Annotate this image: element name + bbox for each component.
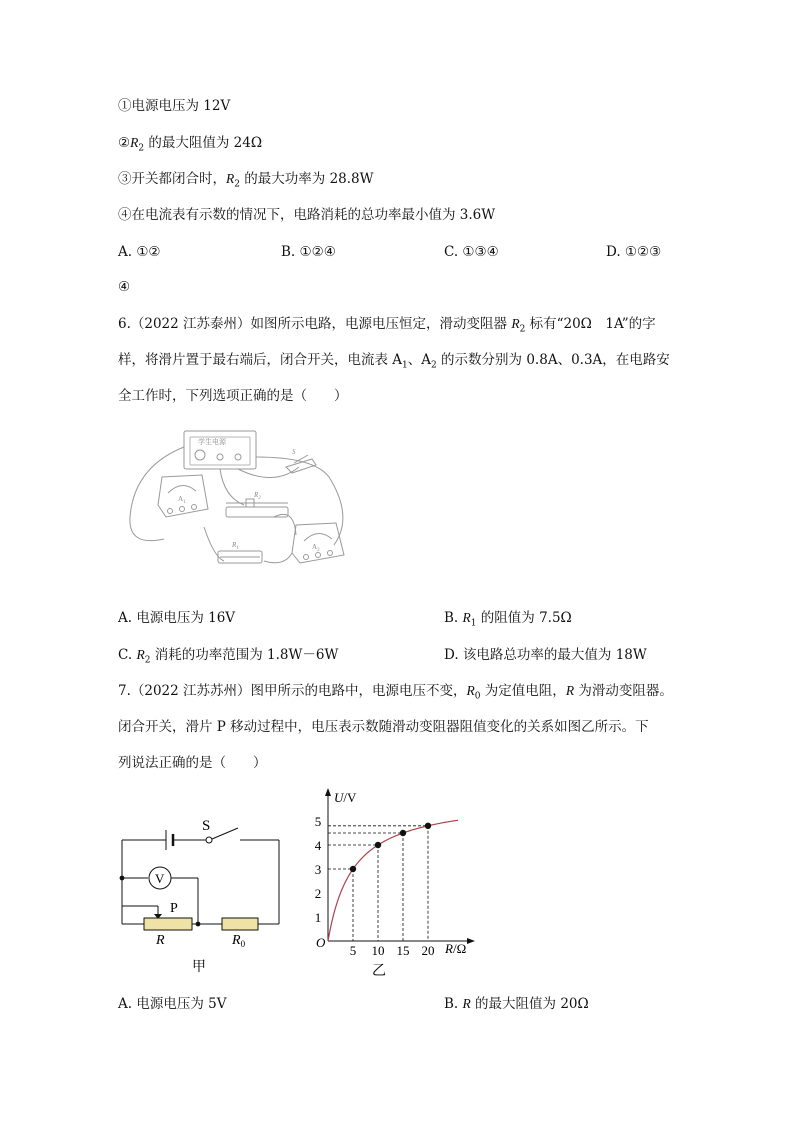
switch-pivot <box>206 837 212 843</box>
x-axis-label: R/Ω <box>445 941 467 956</box>
resistor-r0 <box>222 918 258 930</box>
q5-option-a[interactable]: A. ①② <box>118 244 161 260</box>
q7-option-a[interactable]: A. 电源电压为 5V <box>118 996 227 1012</box>
q6-option-c[interactable]: C. $R_2$ 消耗的功率范围为 1.8W－6W <box>118 647 339 666</box>
data-point <box>375 842 381 848</box>
q7-stem-line-1: 7.（2022 江苏苏州）图甲所示的电路中，电源电压不变，$R_0$ 为定值电阻，R 为滑动变阻器。 <box>118 683 673 702</box>
q5-statement-3: ③开关都闭合时，$R_2$ 的最大功率为 28.8W <box>118 171 374 190</box>
voltmeter-label: V <box>155 871 165 886</box>
q7-circuit-diagram <box>114 818 290 980</box>
q7-u-r-graph <box>306 784 498 980</box>
photo-a2-label: $A_2$ <box>312 543 320 553</box>
q6-option-d[interactable]: D. 该电路总功率的最大值为 18W <box>444 647 647 663</box>
q5-option-b[interactable]: B. ①②④ <box>281 244 336 260</box>
q6-option-a[interactable]: A. 电源电压为 16V <box>118 610 236 626</box>
rheostat-label: R <box>156 933 165 948</box>
q6-circuit-apparatus-figure <box>124 427 364 575</box>
power-supply-label: 学生电源 <box>198 438 226 446</box>
q5-option-d-continued: ④ <box>118 279 131 295</box>
q5-option-d[interactable]: D. ①②③ <box>606 244 662 260</box>
switch-blade <box>212 828 238 839</box>
photo-r1-label: $R_1$ <box>232 541 239 551</box>
data-point <box>425 823 431 829</box>
q5-statement-4: ④在电流表有示数的情况下，电路消耗的总功率最小值为 3.6W <box>118 207 496 223</box>
q7-stem-line-3: 列说法正确的是（ ） <box>118 755 267 771</box>
y-tick-label: 2 <box>314 886 322 901</box>
y-tick-label: 3 <box>314 862 322 877</box>
y-axis-arrow <box>325 788 331 796</box>
q7-stem-line-2: 闭合开关，滑片 P 移动过程中，电压表示数随滑动变阻器阻值变化的关系如图乙所示。下 <box>118 719 649 735</box>
graph-plot-layer <box>315 788 475 979</box>
photo-r2-label: $R_2$ <box>254 491 261 501</box>
photo-switch-label: S <box>292 448 296 456</box>
q5-option-c[interactable]: C. ①③④ <box>444 244 499 260</box>
junction-dot-mid <box>196 922 201 927</box>
rheostat-r <box>144 918 192 930</box>
slider-label: P <box>170 901 178 916</box>
q6-option-b[interactable]: B. $R_1$ 的阻值为 7.5Ω <box>444 610 572 629</box>
resistor-r0-label: $R_0$ <box>232 933 246 949</box>
q6-stem-line-3: 全工作时，下列选项正确的是（ ） <box>118 388 348 404</box>
q6-stem-line-2: 样，将滑片置于最右端后，闭合开关，电流表 $A_1$、$A_2$ 的示数分别为 0.8A、0.3A，在电路安 <box>118 352 670 371</box>
x-axis-arrow <box>467 938 475 944</box>
y-tick-label: 5 <box>314 814 322 829</box>
origin-label: O <box>316 935 326 950</box>
u-r-curve <box>328 820 458 941</box>
q5-statement-2: $②R_2$ 的最大阻值为 24Ω <box>118 135 263 154</box>
q7-option-b[interactable]: B. R 的最大阻值为 20Ω <box>444 996 589 1012</box>
junction-dot-left <box>120 876 125 881</box>
y-axis-label: U/V <box>334 790 357 805</box>
switch-label: S <box>202 818 211 834</box>
data-point <box>400 830 406 836</box>
q6-stem-line-1: 6.（2022 江苏泰州）如图所示电路，电源电压恒定，滑动变阻器 $R_2$ 标有“20Ω 1A”的字 <box>118 316 656 335</box>
x-tick-label: 20 <box>421 943 435 958</box>
x-tick-label: 10 <box>371 943 385 958</box>
y-tick-label: 1 <box>314 910 322 925</box>
y-tick-label: 4 <box>314 838 322 853</box>
x-tick-label: 5 <box>349 943 357 958</box>
graph-caption: 乙 <box>372 964 386 979</box>
circuit-caption: 甲 <box>192 960 206 975</box>
q5-statement-1: ①电源电压为 12V <box>118 98 231 114</box>
x-tick-label: 15 <box>396 943 410 958</box>
data-point <box>350 866 356 872</box>
photo-a1-label: $A_1$ <box>178 495 186 505</box>
